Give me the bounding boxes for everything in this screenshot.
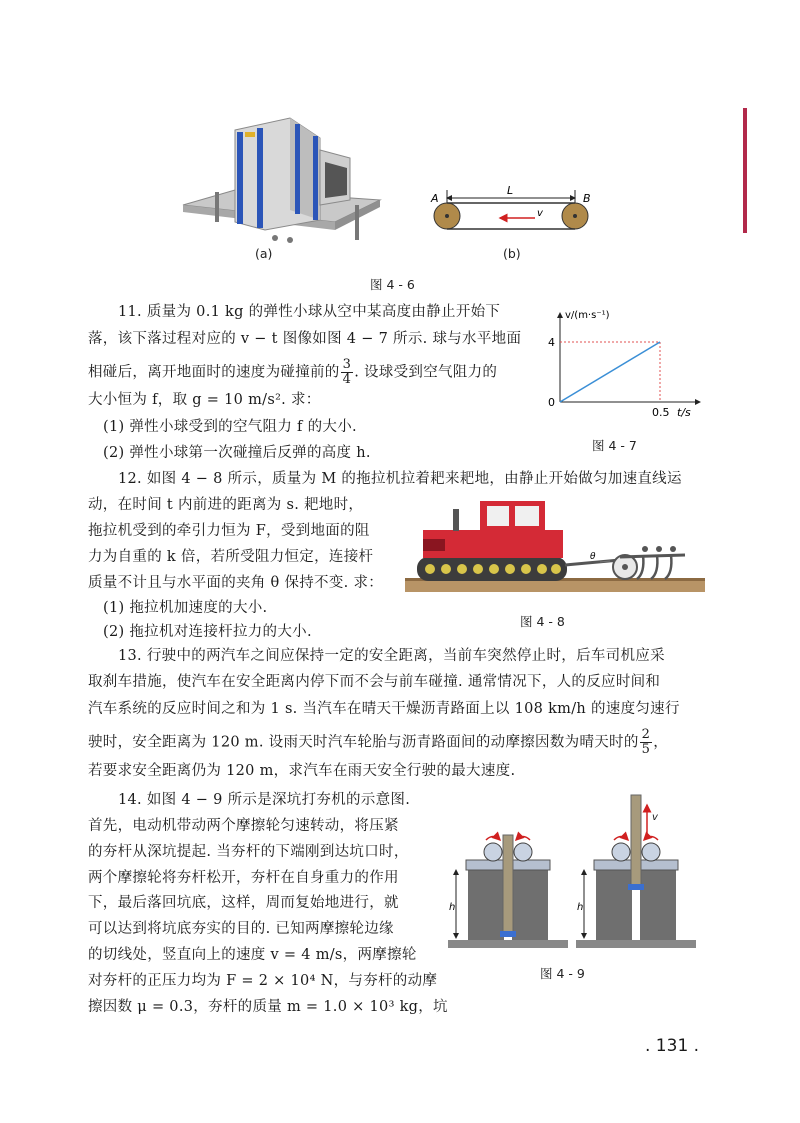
q13-line-3: 汽车系统的反应时间之和为 1 s. 当汽车在晴天干燥沥青路面上以 108 km/h 的速度匀速行: [88, 701, 680, 717]
figure-4-6a-label: (a): [255, 246, 273, 261]
figure-4-6-caption: 图 4 - 6: [370, 277, 415, 292]
vt-series-line: [560, 342, 660, 402]
q13-line-2: 取刹车措施，使汽车在安全距离内停下而不会与前车碰撞. 通常情况下，人的反应时间和: [88, 674, 661, 690]
fraction-three-quarters: $\frac{3}{4}$: [342, 357, 352, 387]
q12-line-2: 动，在时间 t 内前进的距离为 s. 耙地时，: [88, 497, 364, 513]
q11-line-3: 相碰后，离开地面时的速度为碰撞前的 $\frac{3}{4}$ . 设球受到空气阻力的: [88, 357, 498, 387]
fraction-two-fifths: $\frac{2}{5}$: [641, 727, 651, 757]
x-axis-label: t/s: [677, 406, 691, 419]
q14-line-9: 擦因数 μ = 0.3，夯杆的质量 m = 1.0 × 10³ kg，坑: [88, 999, 448, 1015]
q11-line-2: 落，该下落过程对应的 v − t 图像如图 4 − 7 所示. 球与水平地面: [88, 331, 522, 347]
q14-line-2: 首先，电动机带动两个摩擦轮匀速转动，将压紧: [88, 818, 399, 834]
figure-4-6b-label: (b): [503, 246, 521, 261]
page-number: . 131 .: [645, 1036, 700, 1056]
q14-line-6: 可以达到将坑底夯实的目的. 已知两摩擦轮边缘: [88, 921, 394, 937]
q12-line-3: 拖拉机受到的牵引力恒为 F，受到地面的阻: [88, 523, 370, 539]
length-label: L: [507, 184, 514, 197]
figure-4-8-tractor-illustration: [405, 495, 705, 595]
y-tick-label-4: 4: [548, 336, 555, 349]
q14-line-7: 的切线处，竖直向上的速度 v = 4 m/s，两摩擦轮: [88, 947, 417, 963]
x-tick-label-0-5: 0.5: [652, 406, 670, 419]
q12-line-4: 力为自重的 k 倍，若所受阻力恒定，连接杆: [88, 549, 374, 565]
q13-line-1: 13. 行驶中的两汽车之间应保持一定的安全距离，当前车突然停止时，后车司机应采: [118, 648, 665, 664]
figure-4-7-caption: 图 4 - 7: [592, 438, 637, 453]
q14-line-4: 两个摩擦轮将夯杆松开，夯杆在自身重力的作用: [88, 870, 399, 886]
y-axis-label: v/(m·s⁻¹): [565, 310, 610, 321]
y-tick-label-0: 0: [548, 396, 555, 409]
velocity-label: v: [537, 208, 543, 219]
figure-4-6a-xray-scanner: [175, 110, 390, 250]
h-label-left: h: [449, 902, 456, 913]
q12-line-5: 质量不计且与水平面的夹角 θ 保持不变. 求：: [88, 575, 384, 591]
q13-line-4: 驶时，安全距离为 120 m. 设雨天时汽车轮胎与沥青路面间的动摩擦因数为晴天时的 $\frac{2}{5}$ ，: [88, 727, 669, 757]
figure-4-7-vt-chart: [535, 305, 715, 430]
figure-4-9-tamper-diagram: [448, 790, 698, 950]
q11-line-1: 11. 质量为 0.1 kg 的弹性小球从空中某高度由静止开始下: [118, 304, 501, 320]
q12-line-1: 12. 如图 4 − 8 所示，质量为 M 的拖拉机拉着耙来耙地，由静止开始做匀加速直线运: [118, 471, 682, 487]
q14-line-5: 下，最后落回坑底，这样，周而复始地进行，就: [88, 895, 399, 911]
q14-line-8: 对夯杆的正压力均为 F = 2 × 10⁴ N，与夯杆的动摩: [88, 973, 438, 989]
q11-line-4: 大小恒为 f，取 g = 10 m/s². 求：: [88, 392, 321, 408]
figure-4-6b-conveyor-diagram: [425, 180, 605, 240]
figure-4-8-caption: 图 4 - 8: [520, 614, 565, 629]
q11-sub-2: (2) 弹性小球第一次碰撞后反弹的高度 h.: [103, 445, 371, 461]
angle-theta-label: θ: [590, 552, 596, 562]
point-a-label: A: [431, 192, 439, 205]
point-b-label: B: [583, 192, 591, 205]
side-color-bar: [743, 108, 747, 233]
q12-sub-2: (2) 拖拉机对连接杆拉力的大小.: [103, 624, 312, 640]
q11-sub-1: (1) 弹性小球受到的空气阻力 f 的大小.: [103, 419, 357, 435]
v-arrow-label: v: [652, 812, 658, 823]
q14-line-1: 14. 如图 4 − 9 所示是深坑打夯机的示意图.: [118, 792, 411, 808]
q14-line-3: 的夯杆从深坑提起. 当夯杆的下端刚到达坑口时，: [88, 844, 409, 860]
figure-4-9-caption: 图 4 - 9: [540, 966, 585, 981]
q12-sub-1: (1) 拖拉机加速度的大小.: [103, 600, 268, 616]
q13-line-5: 若要求安全距离仍为 120 m，求汽车在雨天安全行驶的最大速度.: [88, 763, 516, 779]
h-label-right: h: [577, 902, 584, 913]
